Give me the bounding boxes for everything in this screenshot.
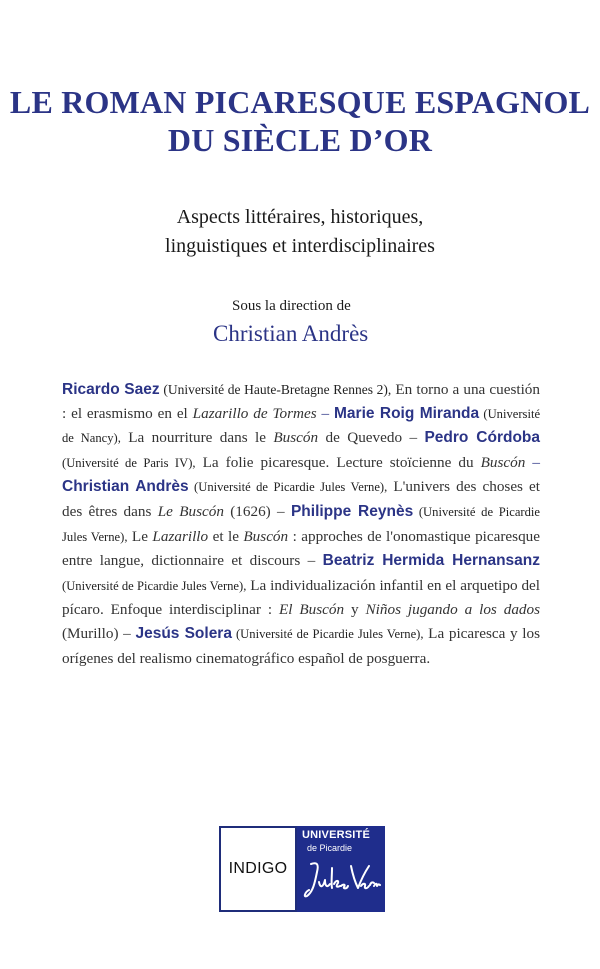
author-affiliation: (Université de Haute-Bretagne Rennes 2), <box>159 382 392 397</box>
book-subtitle <box>0 203 600 261</box>
editor-name: Christian Andrès <box>213 321 369 346</box>
author-name: Marie Roig Miranda <box>334 404 480 422</box>
subtitle-line-1: Aspects littéraires, historiques, <box>176 206 424 228</box>
article-title: : approches de l'onomastique picaresque entre langue, dictionnaire et discours – <box>62 527 540 570</box>
jules-verne-signature-icon <box>303 858 381 902</box>
work-title: Buscón <box>273 429 319 447</box>
article-title: (Murillo) – <box>62 624 136 642</box>
university-logo-subtitle: de Picardie <box>307 843 353 853</box>
author-name: Ricardo Saez <box>62 381 160 398</box>
author-name: Christian Andrès <box>62 478 189 496</box>
article-title: Le <box>127 527 153 545</box>
work-title: Lazarillo <box>152 527 209 545</box>
title-line-1: LE ROMAN PICARESQUE ESPAGNOL <box>9 84 591 120</box>
author-affiliation: (Université de Picardie Jules Verne), <box>62 504 540 544</box>
table-of-contents <box>62 378 540 670</box>
author-name: Pedro Córdoba <box>424 429 541 447</box>
author-affiliation: (Université de Picardie Jules Verne), <box>62 578 247 593</box>
subtitle-line-2: linguistiques et interdisciplinaires <box>165 235 435 257</box>
article-title: y <box>344 601 366 619</box>
work-title: Lazarillo de Tormes <box>192 404 317 422</box>
indigo-logo-text: INDIGO <box>228 860 288 877</box>
book-title <box>0 83 600 159</box>
author-name: Beatriz Hermida Hernansanz <box>322 552 540 570</box>
author-name: Jesús Solera <box>135 624 232 642</box>
university-logo-title: UNIVERSITÉ <box>302 829 371 841</box>
direction-label: Sous la direction de <box>232 298 351 314</box>
university-logo <box>297 826 385 912</box>
publisher-logos <box>219 826 385 912</box>
indigo-logo <box>219 826 297 912</box>
article-title: La individualización infantil en el arquetipo del pícaro. Enfoque interdisciplinar : <box>62 576 540 619</box>
work-title: Le Buscón <box>157 502 224 520</box>
article-title: La folie picaresque. Lecture stoïcienne du <box>195 453 481 471</box>
article-title: et le <box>208 527 244 545</box>
author-affiliation: (Université de Picardie Jules Verne), <box>231 626 424 641</box>
work-title: El Buscón <box>279 601 345 619</box>
article-title: La picaresca y los orígenes del realismo cinematográfico español de posguerra. <box>62 624 540 667</box>
article-title: de Quevedo – <box>318 429 425 447</box>
work-title: Niños jugando a los dados <box>365 601 541 619</box>
article-title: L'univers des choses et des êtres dans <box>62 478 541 520</box>
separator-dash: – <box>316 404 335 422</box>
author-affiliation: (Université de Paris IV), <box>62 455 196 470</box>
author-affiliation: (Université de Picardie Jules Verne), <box>188 480 388 495</box>
article-title: (1626) – <box>223 502 291 520</box>
author-name: Philippe Reynès <box>290 502 414 520</box>
title-line-2: DU SIÈCLE D’OR <box>167 122 433 158</box>
work-title: Buscón <box>243 527 289 545</box>
separator-dash: – <box>525 453 540 471</box>
article-title: En torno a una cuestión : el erasmismo en el <box>62 381 540 422</box>
work-title: Buscón <box>480 453 526 471</box>
author-affiliation: (Université de Nancy), <box>62 406 541 446</box>
article-title: La nourriture dans le <box>120 429 274 447</box>
